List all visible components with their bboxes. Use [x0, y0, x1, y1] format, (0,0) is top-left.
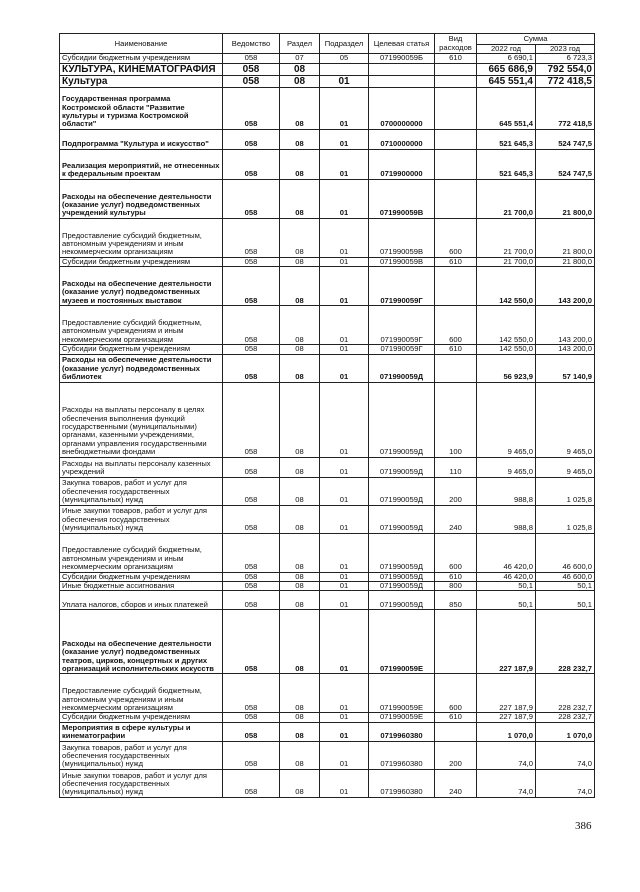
table-row: [60, 149, 595, 179]
cell-y1: 988,8: [477, 477, 536, 505]
table-row: [60, 477, 595, 505]
cell-y2: 9 465,0: [536, 457, 595, 477]
cell-sub: 01: [320, 533, 369, 572]
cell-name: Подпрограмма "Культура и искусство": [60, 129, 223, 149]
cell-sub: 01: [320, 610, 369, 674]
budget-table-container: [59, 33, 594, 798]
cell-sec: 08: [280, 610, 320, 674]
cell-sub: 01: [320, 129, 369, 149]
cell-sub: 01: [320, 713, 369, 722]
cell-y2: 143 200,0: [536, 267, 595, 306]
cell-sec: 08: [280, 75, 320, 87]
cell-target: 071990059Д: [369, 505, 435, 533]
table-row: [60, 610, 595, 674]
cell-sec: 08: [280, 572, 320, 581]
cell-target: 071990059Д: [369, 533, 435, 572]
cell-name: Расходы на обеспечение деятельности (оказание услуг) подведомственных музеев и постоянных выставок: [60, 267, 223, 306]
table-row: [60, 218, 595, 257]
cell-sub: 01: [320, 741, 369, 769]
cell-y1: 142 550,0: [477, 345, 536, 354]
cell-y2: 9 465,0: [536, 382, 595, 457]
cell-dept: 058: [223, 54, 280, 63]
cell-name: Субсидии бюджетным учреждениям: [60, 54, 223, 63]
cell-sub: 01: [320, 267, 369, 306]
cell-kind: [435, 610, 477, 674]
cell-sub: 01: [320, 257, 369, 266]
cell-kind: [435, 179, 477, 218]
table-row: [60, 354, 595, 382]
cell-target: 0719960380: [369, 722, 435, 741]
cell-target: 0719960380: [369, 741, 435, 769]
cell-sec: 08: [280, 257, 320, 266]
cell-target: 071990059В: [369, 257, 435, 266]
cell-target: 0719900000: [369, 149, 435, 179]
cell-sub: 01: [320, 674, 369, 713]
cell-name: Предоставление субсидий бюджетным, автономным учреждениям и иным некоммерческим организациям: [60, 533, 223, 572]
cell-dept: 058: [223, 505, 280, 533]
cell-y2: 772 418,5: [536, 87, 595, 129]
cell-target: 071990059Д: [369, 477, 435, 505]
cell-sec: 08: [280, 63, 320, 75]
cell-sec: 08: [280, 674, 320, 713]
cell-dept: 058: [223, 354, 280, 382]
cell-y2: 143 200,0: [536, 345, 595, 354]
cell-dept: 058: [223, 382, 280, 457]
cell-sec: 08: [280, 87, 320, 129]
cell-dept: 058: [223, 87, 280, 129]
cell-y2: 21 800,0: [536, 218, 595, 257]
cell-y2: 21 800,0: [536, 179, 595, 218]
cell-y2: 143 200,0: [536, 306, 595, 345]
cell-sub: 01: [320, 345, 369, 354]
cell-target: 071990059В: [369, 179, 435, 218]
cell-sec: 08: [280, 306, 320, 345]
cell-y1: 46 420,0: [477, 572, 536, 581]
cell-y1: 227 187,9: [477, 610, 536, 674]
cell-y2: 1 070,0: [536, 722, 595, 741]
cell-kind: 850: [435, 591, 477, 610]
cell-sub: 01: [320, 572, 369, 581]
header-name: Наименование: [60, 34, 223, 54]
cell-y1: 46 420,0: [477, 533, 536, 572]
cell-kind: 610: [435, 572, 477, 581]
cell-y2: 57 140,9: [536, 354, 595, 382]
cell-dept: 058: [223, 257, 280, 266]
cell-sub: 01: [320, 582, 369, 591]
cell-y2: 524 747,5: [536, 129, 595, 149]
cell-y1: 665 686,9: [477, 63, 536, 75]
cell-name: Уплата налогов, сборов и иных платежей: [60, 591, 223, 610]
cell-target: 071990059Д: [369, 572, 435, 581]
cell-kind: 240: [435, 769, 477, 797]
cell-sub: 01: [320, 457, 369, 477]
cell-target: 071990059Е: [369, 674, 435, 713]
header-kind: Вид расходов: [435, 34, 477, 54]
cell-y1: 9 465,0: [477, 382, 536, 457]
cell-y1: 988,8: [477, 505, 536, 533]
cell-y1: 6 690,1: [477, 54, 536, 63]
cell-dept: 058: [223, 582, 280, 591]
cell-sec: 08: [280, 741, 320, 769]
cell-name: КУЛЬТУРА, КИНЕМАТОГРАФИЯ: [60, 63, 223, 75]
cell-dept: 058: [223, 741, 280, 769]
table-row: [60, 582, 595, 591]
cell-dept: 058: [223, 345, 280, 354]
cell-sub: 01: [320, 75, 369, 87]
cell-kind: [435, 354, 477, 382]
cell-sub: 01: [320, 382, 369, 457]
table-row: [60, 267, 595, 306]
cell-kind: 200: [435, 477, 477, 505]
cell-kind: 600: [435, 674, 477, 713]
cell-name: Предоставление субсидий бюджетным, автономным учреждениям и иным некоммерческим организациям: [60, 218, 223, 257]
cell-target: 071990059Г: [369, 267, 435, 306]
cell-kind: 200: [435, 741, 477, 769]
cell-name: Мероприятия в сфере культуры и кинематографии: [60, 722, 223, 741]
cell-sub: 01: [320, 591, 369, 610]
cell-dept: 058: [223, 591, 280, 610]
cell-name: Расходы на обеспечение деятельности (оказание услуг) подведомственных учреждений культуры: [60, 179, 223, 218]
cell-dept: 058: [223, 610, 280, 674]
cell-y2: 6 723,3: [536, 54, 595, 63]
cell-dept: 058: [223, 477, 280, 505]
cell-kind: 240: [435, 505, 477, 533]
cell-dept: 058: [223, 533, 280, 572]
cell-sub: 01: [320, 477, 369, 505]
cell-name: Субсидии бюджетным учреждениям: [60, 572, 223, 581]
cell-sec: 08: [280, 533, 320, 572]
cell-sec: 08: [280, 582, 320, 591]
cell-y1: 521 645,3: [477, 149, 536, 179]
cell-name: Расходы на выплаты персоналу казенных учреждений: [60, 457, 223, 477]
cell-kind: 600: [435, 218, 477, 257]
table-row: [60, 257, 595, 266]
table-row: [60, 129, 595, 149]
cell-dept: 058: [223, 267, 280, 306]
cell-y2: 50,1: [536, 582, 595, 591]
table-row: [60, 457, 595, 477]
cell-dept: 058: [223, 457, 280, 477]
cell-name: Закупка товаров, работ и услуг для обеспечения государственных (муниципальных) нужд: [60, 477, 223, 505]
cell-y2: 792 554,0: [536, 63, 595, 75]
cell-y1: 21 700,0: [477, 257, 536, 266]
cell-dept: 058: [223, 63, 280, 75]
header-subsection: Подраздел: [320, 34, 369, 54]
cell-kind: 110: [435, 457, 477, 477]
cell-sub: [320, 63, 369, 75]
cell-sub: 01: [320, 722, 369, 741]
cell-y2: 1 025,8: [536, 505, 595, 533]
table-row: [60, 741, 595, 769]
cell-kind: 610: [435, 713, 477, 722]
cell-sec: 08: [280, 179, 320, 218]
cell-sec: 08: [280, 267, 320, 306]
table-row: [60, 382, 595, 457]
cell-name: Субсидии бюджетным учреждениям: [60, 713, 223, 722]
cell-y1: 142 550,0: [477, 267, 536, 306]
cell-target: 071990059Е: [369, 713, 435, 722]
cell-kind: 610: [435, 54, 477, 63]
cell-kind: [435, 722, 477, 741]
cell-dept: 058: [223, 306, 280, 345]
cell-y1: 50,1: [477, 591, 536, 610]
table-row: [60, 533, 595, 572]
cell-y1: 50,1: [477, 582, 536, 591]
table-row: [60, 722, 595, 741]
cell-y1: 1 070,0: [477, 722, 536, 741]
cell-name: Реализация мероприятий, не отнесенных к федеральным проектам: [60, 149, 223, 179]
cell-y2: 228 232,7: [536, 610, 595, 674]
header-section: Раздел: [280, 34, 320, 54]
cell-y1: 9 465,0: [477, 457, 536, 477]
cell-dept: 058: [223, 769, 280, 797]
table-row: [60, 769, 595, 797]
cell-sec: 08: [280, 218, 320, 257]
cell-target: 071990059Д: [369, 457, 435, 477]
table-row: [60, 54, 595, 63]
cell-target: 0700000000: [369, 87, 435, 129]
cell-kind: 610: [435, 257, 477, 266]
table-row: [60, 345, 595, 354]
table-body: [60, 54, 595, 797]
cell-y2: 772 418,5: [536, 75, 595, 87]
cell-kind: 610: [435, 345, 477, 354]
cell-target: 071990059Д: [369, 582, 435, 591]
cell-y2: 74,0: [536, 769, 595, 797]
header-dept: Ведомство: [223, 34, 280, 54]
cell-name: Закупка товаров, работ и услуг для обеспечения государственных (муниципальных) нужд: [60, 741, 223, 769]
cell-sub: 01: [320, 179, 369, 218]
cell-target: 071990059В: [369, 218, 435, 257]
cell-name: Расходы на выплаты персоналу в целях обеспечения выполнения функций государственными (муниципальными) органами, казенными учреждениями, органами управления государственными внебюджетными фондами: [60, 382, 223, 457]
table-row: [60, 674, 595, 713]
cell-kind: [435, 75, 477, 87]
cell-sub: 01: [320, 505, 369, 533]
header-year-2022: 2022 год: [477, 45, 536, 54]
cell-kind: [435, 267, 477, 306]
cell-y2: 21 800,0: [536, 257, 595, 266]
cell-target: 071990059Д: [369, 354, 435, 382]
cell-name: Расходы на обеспечение деятельности (оказание услуг) подведомственных библиотек: [60, 354, 223, 382]
cell-y2: 46 600,0: [536, 533, 595, 572]
cell-target: [369, 75, 435, 87]
cell-sec: 08: [280, 382, 320, 457]
cell-name: Иные бюджетные ассигнования: [60, 582, 223, 591]
cell-target: 071990059Г: [369, 306, 435, 345]
cell-sec: 08: [280, 129, 320, 149]
table-row: [60, 87, 595, 129]
cell-dept: 058: [223, 674, 280, 713]
cell-name: Предоставление субсидий бюджетным, автономным учреждениям и иным некоммерческим организациям: [60, 674, 223, 713]
cell-kind: [435, 149, 477, 179]
cell-name: Субсидии бюджетным учреждениям: [60, 257, 223, 266]
cell-sec: 08: [280, 591, 320, 610]
cell-name: Культура: [60, 75, 223, 87]
cell-kind: [435, 63, 477, 75]
cell-kind: [435, 129, 477, 149]
cell-y2: 74,0: [536, 741, 595, 769]
cell-y2: 46 600,0: [536, 572, 595, 581]
cell-name: Иные закупки товаров, работ и услуг для обеспечения государственных (муниципальных) нужд: [60, 505, 223, 533]
cell-name: Расходы на обеспечение деятельности (оказание услуг) подведомственных театров, цирков, концертных и других организаций исполнительских искусств: [60, 610, 223, 674]
cell-target: 071990059Д: [369, 591, 435, 610]
cell-y1: 645 551,4: [477, 87, 536, 129]
cell-target: 071990059Е: [369, 610, 435, 674]
cell-dept: 058: [223, 149, 280, 179]
cell-dept: 058: [223, 75, 280, 87]
cell-dept: 058: [223, 218, 280, 257]
cell-sub: 01: [320, 149, 369, 179]
cell-y2: 228 232,7: [536, 674, 595, 713]
cell-dept: 058: [223, 722, 280, 741]
cell-sub: 01: [320, 218, 369, 257]
cell-kind: 800: [435, 582, 477, 591]
cell-dept: 058: [223, 179, 280, 218]
cell-y1: 227 187,9: [477, 713, 536, 722]
table-row: [60, 572, 595, 581]
cell-kind: [435, 87, 477, 129]
cell-sub: 01: [320, 354, 369, 382]
cell-sec: 08: [280, 149, 320, 179]
cell-sub: 01: [320, 769, 369, 797]
cell-y2: 50,1: [536, 591, 595, 610]
cell-sub: 01: [320, 87, 369, 129]
cell-target: 071990059Д: [369, 382, 435, 457]
cell-y1: 56 923,9: [477, 354, 536, 382]
cell-sec: 08: [280, 713, 320, 722]
cell-kind: 600: [435, 306, 477, 345]
cell-name: Иные закупки товаров, работ и услуг для обеспечения государственных (муниципальных) нужд: [60, 769, 223, 797]
cell-dept: 058: [223, 572, 280, 581]
cell-kind: 100: [435, 382, 477, 457]
table-row: [60, 306, 595, 345]
cell-sec: 08: [280, 457, 320, 477]
cell-target: 071990059Г: [369, 345, 435, 354]
table-row: [60, 505, 595, 533]
table-row: [60, 179, 595, 218]
cell-y2: 1 025,8: [536, 477, 595, 505]
cell-dept: 058: [223, 713, 280, 722]
cell-y1: 142 550,0: [477, 306, 536, 345]
budget-table: [59, 33, 595, 798]
cell-y1: 227 187,9: [477, 674, 536, 713]
cell-y2: 228 232,7: [536, 713, 595, 722]
cell-sec: 08: [280, 722, 320, 741]
cell-y1: 645 551,4: [477, 75, 536, 87]
cell-sec: 08: [280, 354, 320, 382]
page-number: 386: [575, 820, 592, 832]
cell-sec: 08: [280, 505, 320, 533]
cell-dept: 058: [223, 129, 280, 149]
cell-target: 0719960380: [369, 769, 435, 797]
table-row: [60, 63, 595, 75]
cell-y2: 524 747,5: [536, 149, 595, 179]
cell-sec: 08: [280, 345, 320, 354]
cell-kind: 600: [435, 533, 477, 572]
cell-target: 0710000000: [369, 129, 435, 149]
cell-y1: 74,0: [477, 769, 536, 797]
cell-sub: 05: [320, 54, 369, 63]
header-sum: Сумма: [477, 34, 595, 45]
cell-target: [369, 63, 435, 75]
cell-y1: 74,0: [477, 741, 536, 769]
cell-target: 071990059Б: [369, 54, 435, 63]
cell-name: Субсидии бюджетным учреждениям: [60, 345, 223, 354]
cell-sec: 08: [280, 477, 320, 505]
cell-y1: 21 700,0: [477, 179, 536, 218]
table-row: [60, 75, 595, 87]
table-row: [60, 713, 595, 722]
table-row: [60, 591, 595, 610]
cell-sub: 01: [320, 306, 369, 345]
header-year-2023: 2023 год: [536, 45, 595, 54]
header-target: Целевая статья: [369, 34, 435, 54]
cell-sec: 07: [280, 54, 320, 63]
cell-name: Государственная программа Костромской области "Развитие культуры и туризма Костромской области": [60, 87, 223, 129]
cell-name: Предоставление субсидий бюджетным, автономным учреждениям и иным некоммерческим организациям: [60, 306, 223, 345]
cell-sec: 08: [280, 769, 320, 797]
cell-y1: 21 700,0: [477, 218, 536, 257]
cell-y1: 521 645,3: [477, 129, 536, 149]
